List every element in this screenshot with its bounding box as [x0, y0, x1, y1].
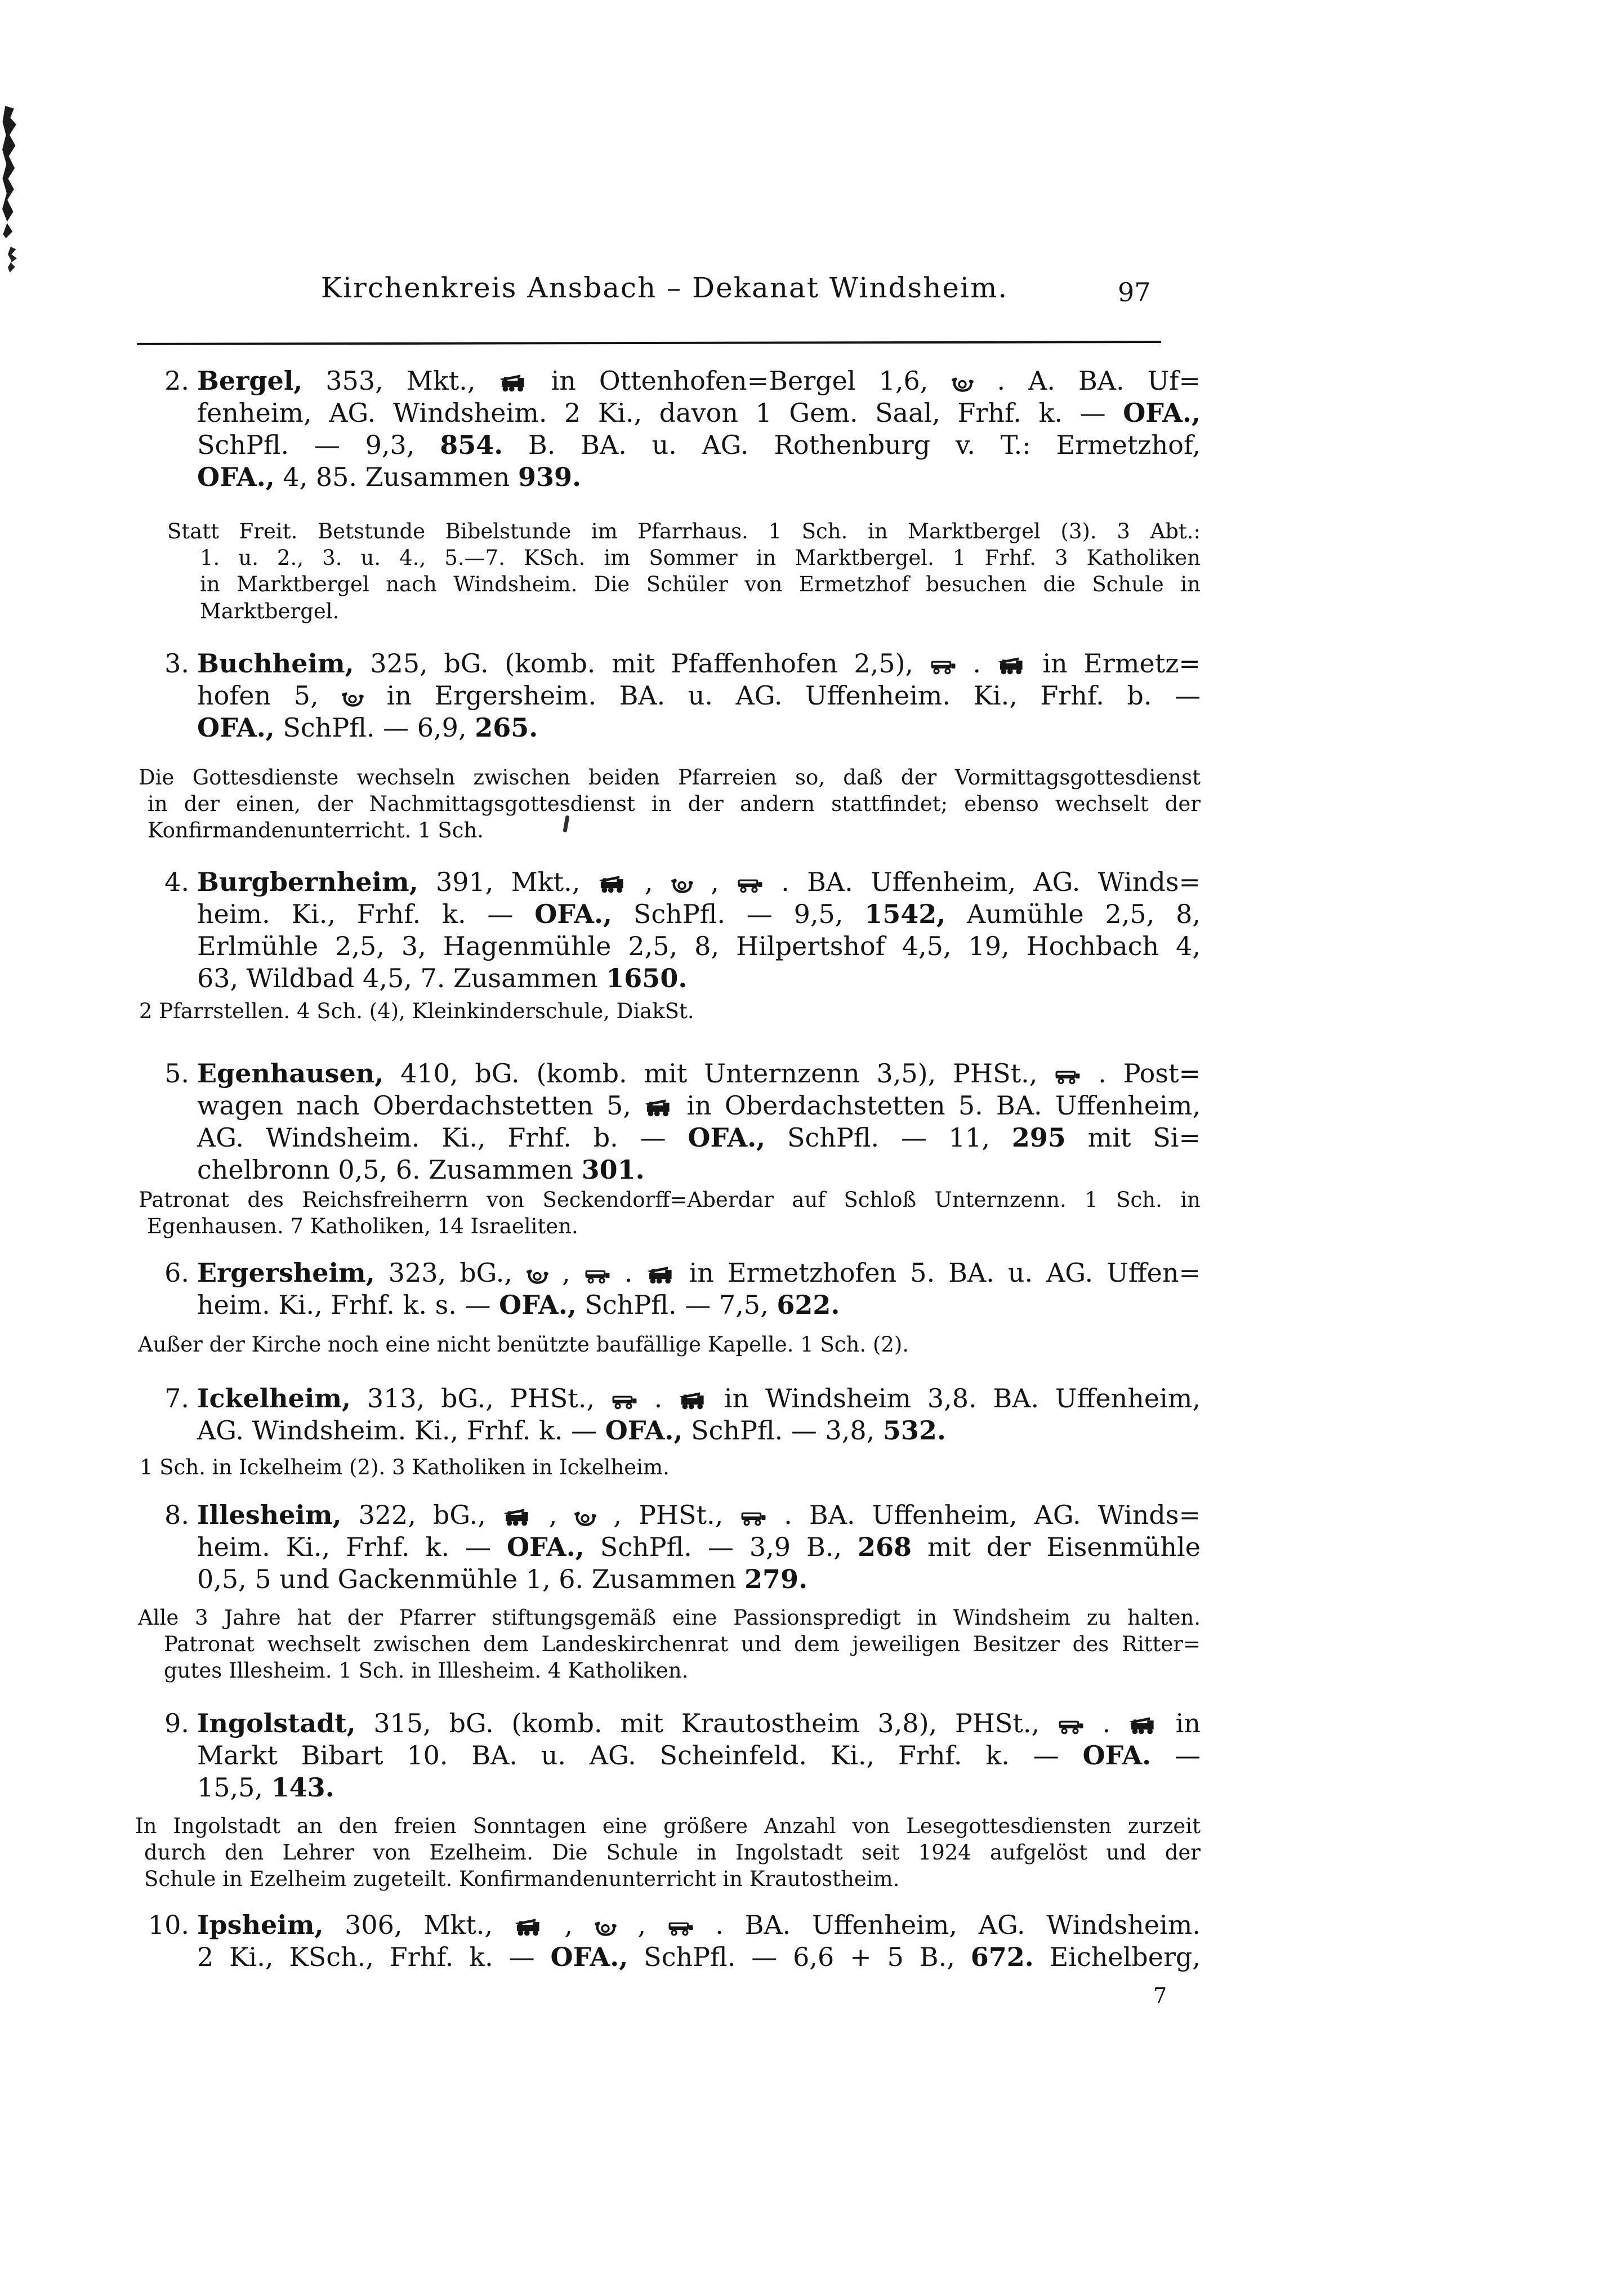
- mail-coach-icon: [930, 658, 957, 675]
- emphasized-text: 939.: [518, 462, 582, 492]
- emphasized-text: 532.: [882, 1415, 946, 1446]
- entry-note-egenhausen: [139, 1187, 1201, 1239]
- entry-main-line: [197, 930, 1201, 962]
- text-run: in Ergersheim. BA. u. AG. Uffenheim. Ki., Frhf. b. —: [386, 680, 1201, 711]
- entry-main-line: [197, 1289, 1201, 1321]
- text-run: SchPfl. — 7,5,: [576, 1290, 777, 1320]
- text-run: mit der Eisenmühle: [912, 1532, 1201, 1562]
- text-run: 2 Pfarrstellen. 4 Sch. (4), Kleinkinderschule, DiakSt.: [139, 999, 694, 1023]
- entry-main-line: [164, 648, 1201, 680]
- railway-station-icon: [1128, 1716, 1158, 1735]
- text-run: Aumühle 2,5, 8,: [945, 899, 1201, 929]
- emphasized-text: OFA.,: [507, 1532, 585, 1562]
- text-run: Egenhausen. 7 Katholiken, 14 Israeliten.: [147, 1214, 578, 1239]
- railway-station-icon: [598, 875, 627, 894]
- text-run: wagen nach Oberdachstetten 5,: [197, 1090, 645, 1121]
- text-run: ,: [548, 1500, 574, 1530]
- entry-note-line: [140, 1454, 1201, 1481]
- text-run: 410, bG. (komb. mit Unternzenn 3,5), PHSt.,: [383, 1058, 1055, 1089]
- text-run: Außer der Kirche noch eine nicht benützte baufällige Kapelle. 1 Sch. (2).: [138, 1332, 909, 1357]
- emphasized-text: OFA.,: [605, 1415, 683, 1446]
- entry-number: 6.: [164, 1258, 189, 1288]
- entry-main-line: [164, 866, 1201, 898]
- text-run: mit Si=: [1065, 1122, 1201, 1153]
- emphasized-text: OFA.,: [499, 1290, 577, 1320]
- mail-coach-icon: [1054, 1068, 1081, 1085]
- railway-station-icon: [503, 1508, 532, 1527]
- entry-main-line: [164, 1257, 1201, 1289]
- entry-ingolstadt: [164, 1707, 1201, 1804]
- text-run: In Ingolstadt an den freien Sonntagen eine größere Anzahl von Lesegottesdiensten zurzeit: [135, 1814, 1201, 1838]
- text-run: .: [1102, 1708, 1128, 1738]
- entry-note-line: [167, 518, 1201, 545]
- text-run: in Marktbergel nach Windsheim. Die Schüler von Ermetzhof besuchen die Schule in: [200, 572, 1201, 597]
- text-run: in Ottenhofen=Bergel 1,6,: [551, 365, 952, 396]
- mail-coach-icon: [1058, 1718, 1085, 1735]
- railway-station-icon: [646, 1265, 676, 1285]
- text-run: Konfirmandenunterricht. 1 Sch.: [148, 818, 484, 843]
- text-run: heim. Ki., Frhf. k. —: [197, 1532, 507, 1562]
- mail-coach-icon: [667, 1919, 694, 1937]
- entry-note-line: [138, 1331, 1201, 1358]
- text-run: SchPfl. — 6,6 + 5 B.,: [628, 1942, 971, 1972]
- text-run: . BA. Uffenheim, AG. Winds=: [781, 867, 1201, 897]
- railway-station-icon: [679, 1391, 708, 1410]
- text-run: in Ermetzhofen 5. BA. u. AG. Uffen=: [689, 1258, 1201, 1288]
- text-run: 353, Mkt.,: [302, 365, 499, 396]
- text-run: 323, bG.,: [374, 1258, 527, 1288]
- entry-main-line: [197, 1122, 1201, 1154]
- header-rule: [137, 341, 1161, 345]
- text-run: . BA. Uffenheim, AG. Windsheim.: [715, 1910, 1201, 1940]
- text-run: heim. Ki., Frhf. k. s. —: [197, 1290, 499, 1320]
- emphasized-text: Illesheim,: [197, 1500, 342, 1530]
- text-run: . BA. Uffenheim, AG. Winds=: [784, 1500, 1201, 1530]
- post-horn-icon: [951, 376, 974, 393]
- entry-note-line: [138, 1631, 1201, 1657]
- entry-main-line: [164, 1707, 1201, 1740]
- entry-main-line: [197, 461, 1201, 493]
- text-run: Alle 3 Jahre hat der Pfarrer stiftungsgemäß eine Passionspredigt in Windsheim zu halten.: [138, 1606, 1201, 1630]
- mail-coach-icon: [737, 876, 764, 894]
- entry-main-line: [197, 1531, 1201, 1563]
- text-run: , PHSt.,: [613, 1500, 740, 1530]
- mail-coach-icon: [584, 1267, 611, 1285]
- emphasized-text: Egenhausen,: [197, 1058, 384, 1089]
- running-head-title: Kirchenkreis Ansbach – Dekanat Windsheim.: [320, 271, 1009, 304]
- entry-main-line: [148, 1909, 1201, 1941]
- text-run: SchPfl. — 3,9 B.,: [584, 1532, 858, 1562]
- emphasized-text: OFA.: [1082, 1740, 1152, 1771]
- railway-station-icon: [644, 1098, 673, 1117]
- text-run: 322, bG.,: [341, 1500, 503, 1530]
- entry-main-line: [197, 712, 1201, 744]
- entry-main-line: [197, 1415, 1201, 1447]
- entry-note-burgbernheim: [139, 998, 1201, 1024]
- mail-coach-icon: [611, 1393, 638, 1410]
- emphasized-text: OFA.,: [550, 1942, 628, 1972]
- entry-main-line: [164, 1499, 1201, 1531]
- entry-note-line: [138, 1604, 1201, 1631]
- entry-number: 10.: [148, 1910, 189, 1940]
- text-run: Eichelberg,: [1033, 1942, 1201, 1972]
- emphasized-text: Ingolstadt,: [197, 1708, 356, 1738]
- entry-main-line: [197, 680, 1201, 712]
- emphasized-text: OFA.,: [1123, 398, 1201, 428]
- entry-main-line: [197, 962, 1201, 995]
- signature-mark: 7: [1153, 1983, 1167, 2008]
- entry-ickelheim: [164, 1383, 1201, 1447]
- text-run: ,: [711, 867, 737, 897]
- text-run: Die Gottesdienste wechseln zwischen beiden Pfarreien so, daß der Vormittagsgottesdienst: [139, 765, 1201, 790]
- entry-illesheim: [164, 1499, 1201, 1595]
- text-run: hofen 5,: [197, 680, 342, 711]
- entry-number: 9.: [164, 1708, 189, 1738]
- text-run: SchPfl. — 9,3,: [197, 430, 440, 460]
- railway-station-icon: [499, 373, 528, 393]
- entry-main-line: [164, 365, 1201, 397]
- entry-number: 5.: [164, 1058, 189, 1089]
- entry-note-ingolstadt: [135, 1813, 1201, 1893]
- entry-note-line: [135, 1813, 1201, 1839]
- text-run: Marktbergel.: [200, 599, 340, 623]
- emphasized-text: 143.: [271, 1772, 334, 1803]
- entry-burgbernheim: [164, 866, 1201, 995]
- emphasized-text: Burgbernheim,: [197, 867, 418, 897]
- text-run: in Ermetz=: [1042, 648, 1201, 679]
- entry-note-line: [167, 545, 1201, 571]
- emphasized-text: 279.: [744, 1564, 808, 1594]
- entry-note-line: [139, 764, 1201, 791]
- text-run: 306, Mkt.,: [323, 1910, 514, 1940]
- text-run: ,: [637, 1910, 667, 1940]
- entry-note-line: [139, 791, 1201, 817]
- text-run: . Post=: [1098, 1058, 1201, 1089]
- text-run: in Windsheim 3,8. BA. Uffenheim,: [724, 1383, 1201, 1414]
- text-run: Statt Freit. Betstunde Bibelstunde im Pfarrhaus. 1 Sch. in Marktbergel (3). 3 Abt.:: [167, 519, 1201, 543]
- entry-number: 8.: [164, 1500, 189, 1530]
- entry-main-line: [197, 429, 1201, 461]
- text-run: 1 Sch. in Ickelheim (2). 3 Katholiken in Ickelheim.: [140, 1455, 670, 1479]
- text-run: Patronat des Reichsfreiherrn von Seckendorff=Aberdar auf Schloß Unternzenn. 1 Sch. in: [139, 1188, 1201, 1212]
- text-run: Schule in Ezelheim zugeteilt. Konfirmandenunterricht in Krautostheim.: [144, 1867, 900, 1892]
- entry-note-bergel: [167, 518, 1201, 625]
- entry-main-line: [197, 1154, 1201, 1186]
- emphasized-text: OFA.,: [197, 462, 275, 492]
- post-horn-icon: [594, 1920, 617, 1937]
- text-run: SchPfl. — 3,8,: [682, 1415, 883, 1446]
- text-run: B. BA. u. AG. Rothenburg v. T.: Ermetzhof,: [503, 430, 1201, 460]
- scan-artifact-streak: [2, 106, 17, 238]
- text-run: fenheim, AG. Windsheim. 2 Ki., davon 1 Gem. Saal, Frhf. k. —: [197, 398, 1123, 428]
- entry-note-illesheim: [138, 1604, 1201, 1684]
- entry-note-line: [135, 1866, 1201, 1892]
- entry-number: 3.: [164, 648, 189, 679]
- text-run: durch den Lehrer von Ezelheim. Die Schule in Ingolstadt seit 1924 aufgelöst und der: [144, 1840, 1201, 1865]
- text-run: SchPfl. — 9,5,: [612, 899, 865, 929]
- scan-artifact-streak: [8, 247, 17, 273]
- entry-number: 7.: [164, 1383, 189, 1414]
- post-horn-icon: [671, 877, 693, 894]
- mail-coach-icon: [740, 1509, 767, 1527]
- emphasized-text: Ipsheim,: [197, 1910, 324, 1940]
- text-run: SchPfl. — 6,9,: [274, 712, 475, 743]
- entry-egenhausen: [164, 1058, 1201, 1186]
- emphasized-text: OFA.,: [534, 899, 612, 929]
- entry-buchheim: [164, 648, 1201, 744]
- text-run: 315, bG. (komb. mit Krautostheim 3,8), PHSt.,: [355, 1708, 1058, 1738]
- text-run: Erlmühle 2,5, 3, Hagenmühle 2,5, 8, Hilpertshof 4,5, 19, Hochbach 4,: [197, 931, 1201, 961]
- text-run: ,: [562, 1258, 584, 1288]
- entry-note-line: [138, 1657, 1201, 1684]
- emphasized-text: Ergersheim,: [197, 1258, 375, 1288]
- emphasized-text: 265.: [475, 712, 538, 743]
- post-horn-icon: [341, 691, 364, 707]
- post-horn-icon: [574, 1510, 596, 1527]
- text-run: heim. Ki., Frhf. k. —: [197, 899, 535, 929]
- text-run: ,: [644, 867, 671, 897]
- entry-ipsheim: [148, 1909, 1201, 1973]
- text-run: 391, Mkt.,: [418, 867, 598, 897]
- text-run: 63, Wildbad 4,5, 7. Zusammen: [197, 963, 606, 993]
- emphasized-text: 268: [858, 1532, 912, 1562]
- text-run: .: [654, 1383, 679, 1414]
- text-run: 2 Ki., KSch., Frhf. k. —: [197, 1942, 551, 1972]
- entry-main-line: [197, 1772, 1201, 1804]
- emphasized-text: 1542,: [864, 899, 946, 929]
- text-run: in der einen, der Nachmittagsgottesdienst in der andern stattfindet; ebenso wechselt der: [148, 792, 1201, 817]
- text-run: SchPfl. — 11,: [765, 1122, 1012, 1153]
- text-run: 0,5, 5 und Gackenmühle 1, 6. Zusammen: [197, 1564, 745, 1594]
- railway-station-icon: [514, 1918, 543, 1937]
- emphasized-text: OFA.,: [197, 712, 275, 743]
- entry-note-line: [167, 571, 1201, 597]
- text-run: ,: [564, 1910, 594, 1940]
- entry-note-line: [139, 998, 1201, 1024]
- text-run: 15,5,: [197, 1772, 271, 1803]
- text-run: in: [1175, 1708, 1201, 1738]
- entry-number: 4.: [164, 867, 189, 897]
- emphasized-text: Buchheim,: [197, 648, 354, 679]
- page-number: 97: [1118, 277, 1151, 307]
- text-run: Patronat wechselt zwischen dem Landeskirchenrat und dem jeweiligen Besitzer des Ritter=: [164, 1632, 1201, 1657]
- text-run: Markt Bibart 10. BA. u. AG. Scheinfeld. Ki., Frhf. k. —: [197, 1740, 1083, 1771]
- emphasized-text: 854.: [440, 430, 503, 460]
- entry-main-line: [197, 397, 1201, 429]
- railway-station-icon: [997, 656, 1027, 675]
- entry-main-line: [197, 898, 1201, 930]
- entry-note-line: [139, 817, 1201, 844]
- emphasized-text: 622.: [777, 1290, 840, 1320]
- emphasized-text: Bergel,: [197, 365, 303, 396]
- entry-note-line: [167, 598, 1201, 625]
- entry-note-buchheim: [139, 764, 1201, 844]
- text-run: gutes Illesheim. 1 Sch. in Illesheim. 4 Katholiken.: [164, 1658, 689, 1683]
- entry-main-line: [164, 1058, 1201, 1090]
- emphasized-text: 672.: [970, 1942, 1034, 1972]
- entry-note-line: [139, 1187, 1201, 1213]
- text-run: 313, bG., PHSt.,: [351, 1383, 611, 1414]
- text-run: in Oberdachstetten 5. BA. Uffenheim,: [686, 1090, 1201, 1121]
- emphasized-text: 1650.: [606, 963, 688, 993]
- entry-main-line: [197, 1090, 1201, 1122]
- emphasized-text: 295: [1011, 1122, 1066, 1153]
- text-run: .: [972, 648, 997, 679]
- text-run: chelbronn 0,5, 6. Zusammen: [197, 1154, 582, 1185]
- entry-main-line: [197, 1563, 1201, 1595]
- post-horn-icon: [526, 1268, 548, 1285]
- text-run: 325, bG. (komb. mit Pfaffenhofen 2,5),: [354, 648, 930, 679]
- entry-main-line: [197, 1941, 1201, 1973]
- entry-main-line: [164, 1383, 1201, 1415]
- text-run: AG. Windsheim. Ki., Frhf. k. —: [197, 1415, 605, 1446]
- entry-bergel: [164, 365, 1201, 493]
- entry-ergersheim: [164, 1257, 1201, 1321]
- entry-note-ergersheim: [138, 1331, 1201, 1358]
- entry-note-ickelheim: [140, 1454, 1201, 1481]
- text-run: 4, 85. Zusammen: [274, 462, 519, 492]
- text-run: . A. BA. Uf=: [997, 365, 1201, 396]
- entry-main-line: [197, 1740, 1201, 1772]
- text-run: .: [624, 1258, 646, 1288]
- entry-number: 2.: [164, 365, 189, 396]
- emphasized-text: Ickelheim,: [197, 1383, 351, 1414]
- text-run: 1. u. 2., 3. u. 4., 5.—7. KSch. im Sommer in Marktbergel. 1 Frhf. 3 Katholiken: [200, 546, 1201, 570]
- emphasized-text: 301.: [581, 1154, 645, 1185]
- text-run: AG. Windsheim. Ki., Frhf. b. —: [197, 1122, 688, 1153]
- text-run: —: [1151, 1740, 1201, 1771]
- entry-note-line: [135, 1839, 1201, 1866]
- emphasized-text: OFA.,: [688, 1122, 766, 1153]
- entry-note-line: [139, 1213, 1201, 1239]
